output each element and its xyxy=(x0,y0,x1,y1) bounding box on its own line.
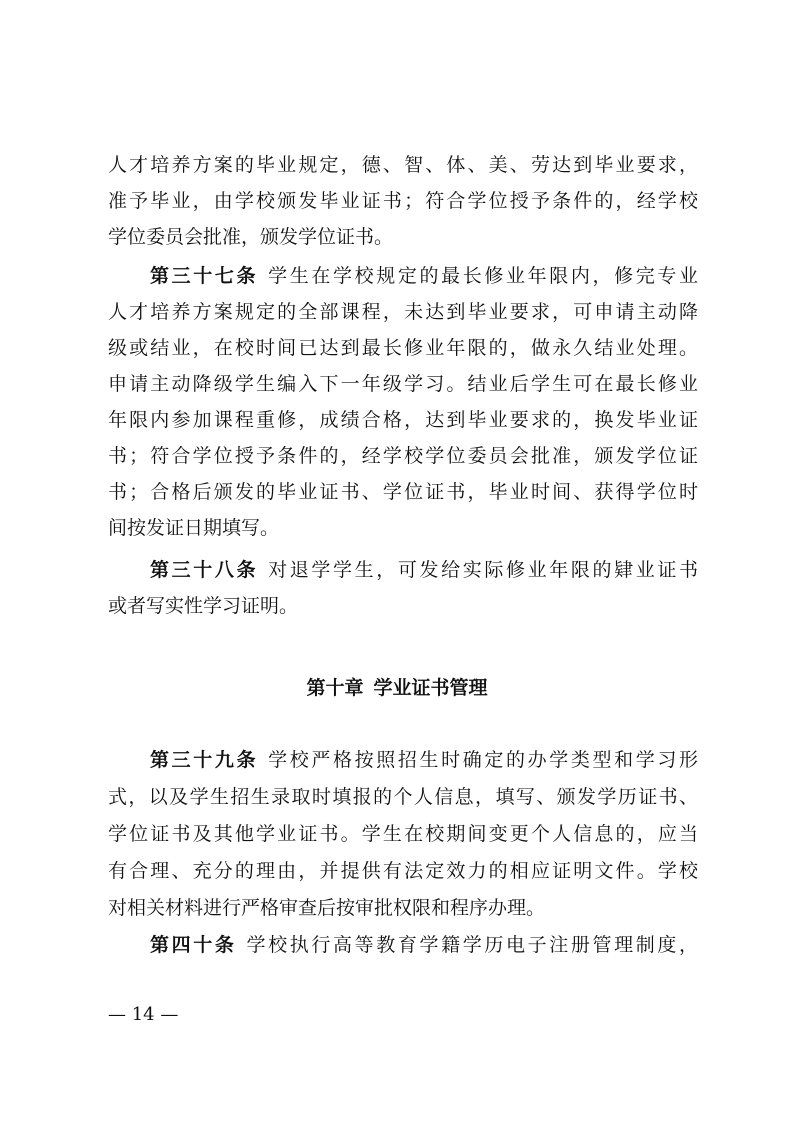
article-first-line xyxy=(150,742,698,778)
text-line: 或者写实性学习证明。 xyxy=(108,595,299,617)
chapter-number: 第十章 xyxy=(306,677,364,699)
article-first-line xyxy=(150,258,698,294)
article-label: 第三十九条 xyxy=(150,749,259,771)
article-label: 第四十条 xyxy=(150,934,237,956)
article-first-line xyxy=(150,927,698,963)
text-line: 申请主动降级学生编入下一年级学习。结业后学生可在最长修业 xyxy=(108,373,698,395)
text-line: 式，以及学生招生录取时填报的个人信息，填写、颁发学历证书、 xyxy=(108,786,698,808)
text-line: 准予毕业，由学校颁发毕业证书；符合学位授予条件的，经学校 xyxy=(108,190,698,212)
text-segment: 对退学学生，可发给实际修业年限的肄业证书 xyxy=(268,559,698,581)
article-first-line xyxy=(150,552,698,588)
text-line: 人才培养方案的毕业规定，德、智、体、美、劳达到毕业要求， xyxy=(108,154,698,176)
chapter-title: 学业证书管理 xyxy=(373,677,488,699)
article-label: 第三十八条 xyxy=(150,559,259,581)
text-segment: 学生在学校规定的最长修业年限内，修完专业 xyxy=(268,265,698,287)
text-line: 对相关材料进行严格审查后按审批权限和程序办理。 xyxy=(108,897,546,919)
text-segment: 学校执行高等教育学籍学历电子注册管理制度， xyxy=(246,934,698,956)
text-segment: 学校严格按照招生时确定的办学类型和学习形 xyxy=(268,749,698,771)
text-line: 间按发证日期填写。 xyxy=(108,517,280,539)
text-line: 学位委员会批准，颁发学位证书。 xyxy=(108,226,394,248)
article-label: 第三十七条 xyxy=(150,265,259,287)
text-line: 人才培养方案规定的全部课程，未达到毕业要求，可申请主动降 xyxy=(108,301,698,323)
text-line: 学位证书及其他学业证书。学生在校期间变更个人信息的，应当 xyxy=(108,823,698,845)
page-number: — 14 — xyxy=(108,1004,179,1025)
text-line: 年限内参加课程重修，成绩合格，达到毕业要求的，换发毕业证 xyxy=(108,409,698,431)
text-line: 级或结业，在校时间已达到最长修业年限的，做永久结业处理。 xyxy=(108,337,698,359)
text-line: 书；符合学位授予条件的，经学校学位委员会批准，颁发学位证 xyxy=(108,445,698,467)
text-line: 有合理、充分的理由，并提供有法定效力的相应证明文件。学校 xyxy=(108,860,698,882)
chapter-heading xyxy=(0,670,794,706)
text-line: 书；合格后颁发的毕业证书、学位证书，毕业时间、获得学位时 xyxy=(108,481,698,503)
